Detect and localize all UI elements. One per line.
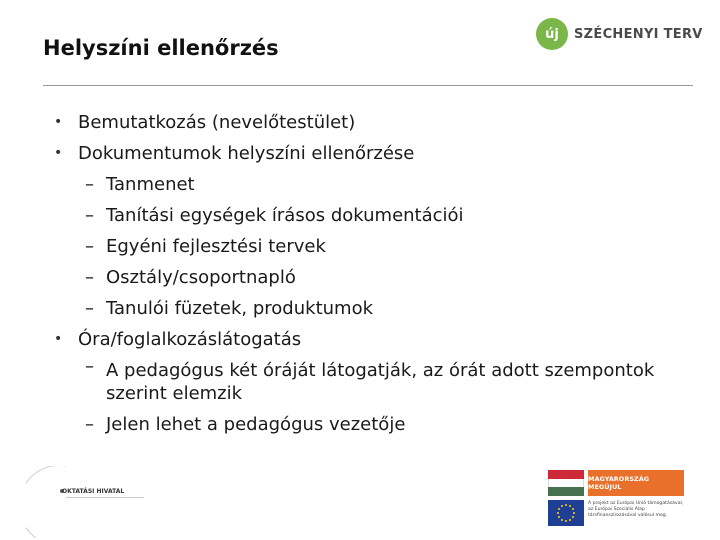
oktatasi-hivatal-label: OKTATÁSI HIVATAL	[62, 488, 125, 495]
eu-funding-note: A projekt az Európai Unió támogatásával, az Európai Szociális Alap társfinanszírozásával valósul meg.	[588, 501, 684, 518]
bullet-dot: •	[54, 331, 63, 347]
bullet-dash: –	[85, 236, 94, 257]
bullet-dash: –	[85, 356, 94, 377]
list-item-text: Tanmenet	[106, 174, 195, 195]
bullet-dash: –	[85, 174, 94, 195]
oktatasi-hivatal-logo	[26, 466, 146, 538]
list-item	[48, 138, 708, 169]
list-item-text: Óra/foglalkozáslátogatás	[78, 329, 302, 350]
eu-flag-icon	[548, 500, 584, 526]
list-item	[48, 355, 708, 409]
title-divider	[43, 85, 693, 86]
list-item	[48, 262, 708, 293]
list-item-text: Egyéni fejlesztési tervek	[106, 236, 326, 257]
logo-text: SZÉCHENYI TERV	[574, 26, 703, 42]
list-item	[48, 324, 708, 355]
logo-mark-icon: új	[536, 18, 568, 50]
szechenyi-terv-logo	[536, 18, 703, 50]
list-item-text: Bemutatkozás (nevelőtestület)	[78, 112, 356, 133]
bullet-dash: –	[85, 298, 94, 319]
list-item	[48, 409, 708, 440]
list-item	[48, 107, 708, 138]
list-item-text: A pedagógus két óráját látogatják, az órát adott szempontok szerint elemzik	[106, 360, 655, 404]
arc-decoration-icon	[26, 466, 146, 538]
list-item-text: Dokumentumok helyszíni ellenőrzése	[78, 143, 415, 164]
bullet-list	[48, 107, 708, 440]
list-item	[48, 293, 708, 324]
list-item-text: Jelen lehet a pedagógus vezetője	[106, 414, 406, 435]
slide-title: Helyszíni ellenőrzés	[43, 36, 279, 60]
list-item-text: Tanítási egységek írásos dokumentációi	[106, 205, 464, 226]
list-item	[48, 169, 708, 200]
bullet-dash: –	[85, 414, 94, 435]
bullet-dot: •	[54, 114, 63, 130]
bullet-dash: –	[85, 205, 94, 226]
bullet-dot: •	[54, 145, 63, 161]
list-item-text: Tanulói füzetek, produktumok	[106, 298, 374, 319]
footer-left-rule	[66, 497, 144, 498]
hungarian-flag-icon	[548, 470, 584, 496]
list-item	[48, 231, 708, 262]
list-item-text: Osztály/csoportnapló	[106, 267, 296, 288]
list-item	[48, 200, 708, 231]
bullet-dash: –	[85, 267, 94, 288]
magyarorszag-megujul-banner: MAGYARORSZÁG MEGÚJUL	[588, 470, 684, 496]
